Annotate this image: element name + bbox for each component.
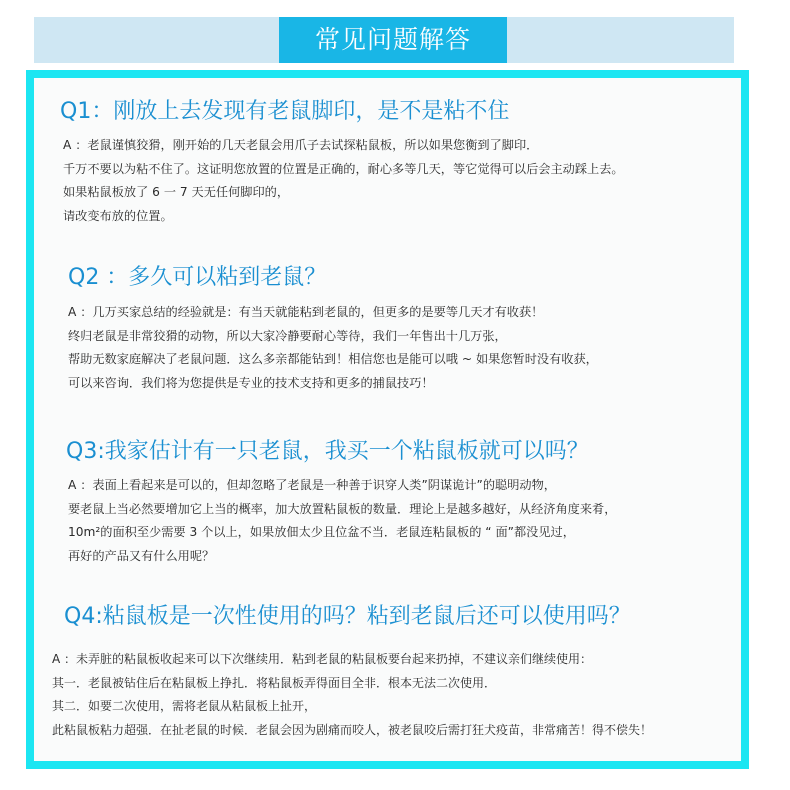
answer-line: 要老鼠上当必然要增加它上当的概率，加大放置粘鼠板的数量．理论上是越多越好，从经济角度来肴， [68, 501, 617, 516]
answer-line: 其一．老鼠被钻住后在粘鼠板上挣扎．将粘鼠板弄得面目全非．根本无法二次使用． [52, 675, 497, 690]
answer-line: 此粘鼠板粘力超强．在扯老鼠的时候．老鼠会因为剧痛而咬人，被老鼠咬后需打狂犬疫苗，非常痛苦！得不偿失！ [52, 722, 653, 737]
answer-line: 千万不要以为粘不住了。这证明您放置的位置是正确的，耐心多等几天，等它觉得可以后会主动踩上去。 [63, 161, 624, 176]
answer-line: 再好的产品又有什么用呢？ [68, 548, 215, 563]
answer-line: A ：几万买家总结的经验就是：有当天就能粘到老鼠的，但更多的是要等几天才有收获！ [68, 305, 544, 319]
answer-line: 可以来咨询．我们将为您提供是专业的技术支持和更多的捕鼠技巧！ [68, 375, 434, 390]
answer-line: 请改变布放的位置。 [63, 208, 173, 223]
faq-answer-1 [63, 134, 624, 228]
faq-question-4: Q4:粘鼠板是一次性使用的吗？粘到老鼠后还可以使用吗？ [64, 604, 631, 629]
faq-answer-4 [52, 648, 652, 742]
faq-answer-3 [68, 474, 616, 568]
faq-question-2: Q2 ：多久可以粘到老鼠？ [68, 265, 327, 290]
answer-line: A ：表面上看起来是可以的，但却忽略了老鼠是一种善于识穿人类”阴谋诡计”的聪明动物， [68, 478, 556, 492]
answer-line: 终归老鼠是非常狡猾的动物，所以大家冷静要耐心等待，我们一年售出十几万张， [68, 328, 507, 343]
page-title: 常见问题解答 [279, 17, 507, 63]
answer-line: 如果粘鼠板放了 6 一 7 天无任何脚印的， [63, 185, 290, 199]
answer-line: A ：老鼠谨慎狡猾，刚开始的几天老鼠会用爪子去试探粘鼠板，所以如果您衡到了脚印． [63, 138, 539, 152]
faq-answer-2 [68, 301, 598, 395]
answer-line: A ：未弄脏的粘鼠板收起来可以下次继续用．粘到老鼠的粘鼠板要台起来扔掉，不建议亲们继续使用： [52, 652, 593, 666]
answer-line: 其二．如要二次使用，需将老鼠从粘鼠板上扯开， [52, 699, 317, 713]
answer-line: 帮助无数家庭解决了老鼠问题．这么多亲都能钻到！相信您也是能可以哦 ~ 如果您暂时没有收获， [68, 352, 598, 366]
faq-question-3: Q3:我家估计有一只老鼠，我买一个粘鼠板就可以吗？ [66, 439, 589, 464]
answer-line: 10m²的面积至少需要 3 个以上，如果放佃太少且位盆不当．老鼠连粘鼠板的 “ 面”都没见过， [68, 525, 575, 539]
faq-question-1: Q1：刚放上去发现有老鼠脚印，是不是粘不住 [60, 99, 510, 124]
